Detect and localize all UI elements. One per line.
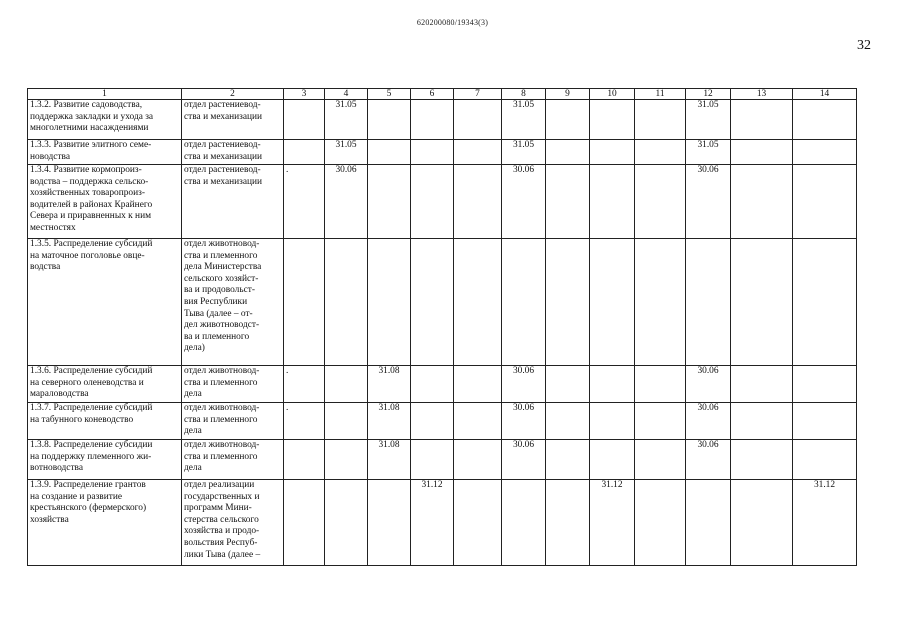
date-cell	[546, 140, 590, 165]
date-cell	[284, 140, 325, 165]
date-cell	[284, 440, 325, 480]
date-cell	[411, 140, 454, 165]
date-cell: 31.05	[325, 140, 368, 165]
header-cell: 10	[590, 89, 635, 100]
date-cell	[284, 100, 325, 140]
date-cell	[731, 480, 793, 566]
date-cell	[793, 239, 857, 366]
header-cell: 12	[686, 89, 731, 100]
date-cell: 30.06	[502, 440, 546, 480]
header-cell: 4	[325, 89, 368, 100]
date-cell	[635, 480, 686, 566]
date-cell: 31.05	[502, 140, 546, 165]
date-cell: 31.12	[793, 480, 857, 566]
date-cell: 31.05	[686, 100, 731, 140]
date-cell	[368, 239, 411, 366]
date-cell	[793, 440, 857, 480]
date-cell	[454, 239, 502, 366]
responsible-dept-cell: отдел реализации государственных и программ Мини- стерства сельского хозяйства и продо- вольствия Респуб- лики Тыва (далее –	[182, 480, 284, 566]
header-cell: 7	[454, 89, 502, 100]
date-cell	[731, 440, 793, 480]
date-cell	[368, 165, 411, 239]
header-row	[28, 89, 857, 100]
date-cell	[411, 366, 454, 403]
date-cell	[546, 403, 590, 440]
date-cell	[731, 403, 793, 440]
date-cell	[368, 140, 411, 165]
date-cell	[590, 366, 635, 403]
date-cell	[454, 140, 502, 165]
measure-name-cell: 1.3.8. Распределение субсидии на поддержку племенного жи- вотноводства	[28, 440, 182, 480]
date-cell: 31.08	[368, 440, 411, 480]
date-cell	[284, 480, 325, 566]
date-cell: .	[284, 165, 325, 239]
date-cell	[368, 480, 411, 566]
date-cell	[686, 480, 731, 566]
date-cell	[731, 366, 793, 403]
date-cell	[793, 100, 857, 140]
date-cell: 30.06	[502, 165, 546, 239]
date-cell	[731, 239, 793, 366]
date-cell	[590, 165, 635, 239]
date-cell: 31.05	[502, 100, 546, 140]
header-cell: 9	[546, 89, 590, 100]
responsible-dept-cell: отдел растениевод- ства и механизации	[182, 165, 284, 239]
date-cell	[635, 403, 686, 440]
header-cell: 3	[284, 89, 325, 100]
date-cell: .	[284, 403, 325, 440]
responsible-dept-cell: отдел животновод- ства и племенного дела	[182, 403, 284, 440]
date-cell	[793, 366, 857, 403]
table-row	[28, 100, 857, 140]
date-cell	[411, 440, 454, 480]
date-cell	[590, 440, 635, 480]
date-cell	[546, 100, 590, 140]
date-cell	[793, 165, 857, 239]
date-cell	[731, 165, 793, 239]
date-cell	[454, 366, 502, 403]
date-cell	[325, 403, 368, 440]
measure-name-cell: 1.3.2. Развитие садоводства, поддержка закладки и ухода за многолетними насаждениями	[28, 100, 182, 140]
date-cell	[546, 366, 590, 403]
measure-name-cell: 1.3.9. Распределение грантов на создание и развитие крестьянского (фермерского) хозяйства	[28, 480, 182, 566]
table-row	[28, 480, 857, 566]
date-cell	[325, 480, 368, 566]
date-cell	[546, 480, 590, 566]
date-cell: 30.06	[502, 366, 546, 403]
header-cell: 8	[502, 89, 546, 100]
responsible-dept-cell: отдел животновод- ства и племенного дела	[182, 440, 284, 480]
date-cell: 30.06	[686, 165, 731, 239]
schedule-table	[27, 88, 857, 566]
measure-name-cell: 1.3.4. Развитие кормопроиз- водства – поддержка сельско- хозяйственных товаропроиз- водителей в районах Крайнего Севера и приравненных к ним местностях	[28, 165, 182, 239]
responsible-dept-cell: отдел растениевод- ства и механизации	[182, 140, 284, 165]
measure-name-cell: 1.3.7. Распределение субсидий на табунного коневодство	[28, 403, 182, 440]
table-row	[28, 366, 857, 403]
page-number: 32	[857, 38, 871, 53]
date-cell	[731, 140, 793, 165]
date-cell	[635, 239, 686, 366]
table-row	[28, 440, 857, 480]
measure-name-cell: 1.3.3. Развитие элитного семе- новодства	[28, 140, 182, 165]
date-cell: 30.06	[686, 440, 731, 480]
header-cell: 2	[182, 89, 284, 100]
document-code: 620200080/19343(3)	[416, 18, 489, 27]
date-cell	[368, 100, 411, 140]
date-cell	[590, 100, 635, 140]
header-cell: 6	[411, 89, 454, 100]
date-cell	[590, 140, 635, 165]
date-cell: 30.06	[686, 366, 731, 403]
date-cell	[635, 366, 686, 403]
date-cell	[454, 165, 502, 239]
date-cell	[454, 480, 502, 566]
header-cell: 13	[731, 89, 793, 100]
date-cell	[635, 440, 686, 480]
table-row	[28, 403, 857, 440]
date-cell	[590, 403, 635, 440]
date-cell	[502, 239, 546, 366]
date-cell	[635, 165, 686, 239]
responsible-dept-cell: отдел животновод- ства и племенного дела Министерства сельского хозяйст- ва и продовольст- вия Республики Тыва (далее – от- дел животноводст- ва и племенного дела)	[182, 239, 284, 366]
date-cell	[454, 100, 502, 140]
date-cell	[411, 239, 454, 366]
responsible-dept-cell: отдел животновод- ства и племенного дела	[182, 366, 284, 403]
date-cell	[411, 100, 454, 140]
date-cell	[635, 100, 686, 140]
date-cell	[325, 440, 368, 480]
date-cell: 31.08	[368, 403, 411, 440]
date-cell: 31.08	[368, 366, 411, 403]
date-cell	[411, 403, 454, 440]
date-cell	[454, 403, 502, 440]
date-cell: 30.06	[686, 403, 731, 440]
date-cell: 31.12	[590, 480, 635, 566]
date-cell	[325, 239, 368, 366]
date-cell: 31.12	[411, 480, 454, 566]
header-cell: 14	[793, 89, 857, 100]
responsible-dept-cell: отдел растениевод- ства и механизации	[182, 100, 284, 140]
header-cell: 5	[368, 89, 411, 100]
date-cell	[546, 239, 590, 366]
date-cell	[793, 403, 857, 440]
measure-name-cell: 1.3.6. Распределение субсидий на северного оленеводства и мараловодства	[28, 366, 182, 403]
date-cell: 30.06	[502, 403, 546, 440]
date-cell	[590, 239, 635, 366]
date-cell	[546, 165, 590, 239]
date-cell	[325, 366, 368, 403]
table-row	[28, 140, 857, 165]
date-cell	[454, 440, 502, 480]
table-row	[28, 165, 857, 239]
date-cell	[502, 480, 546, 566]
date-cell: 31.05	[325, 100, 368, 140]
header-cell: 1	[28, 89, 182, 100]
date-cell	[731, 100, 793, 140]
date-cell: 30.06	[325, 165, 368, 239]
date-cell	[546, 440, 590, 480]
date-cell	[284, 239, 325, 366]
measure-name-cell: 1.3.5. Распределение субсидий на маточное поголовье овце- водства	[28, 239, 182, 366]
date-cell	[411, 165, 454, 239]
date-cell	[686, 239, 731, 366]
date-cell	[793, 140, 857, 165]
date-cell: 31.05	[686, 140, 731, 165]
date-cell	[635, 140, 686, 165]
header-cell: 11	[635, 89, 686, 100]
table-row	[28, 239, 857, 366]
date-cell: .	[284, 366, 325, 403]
